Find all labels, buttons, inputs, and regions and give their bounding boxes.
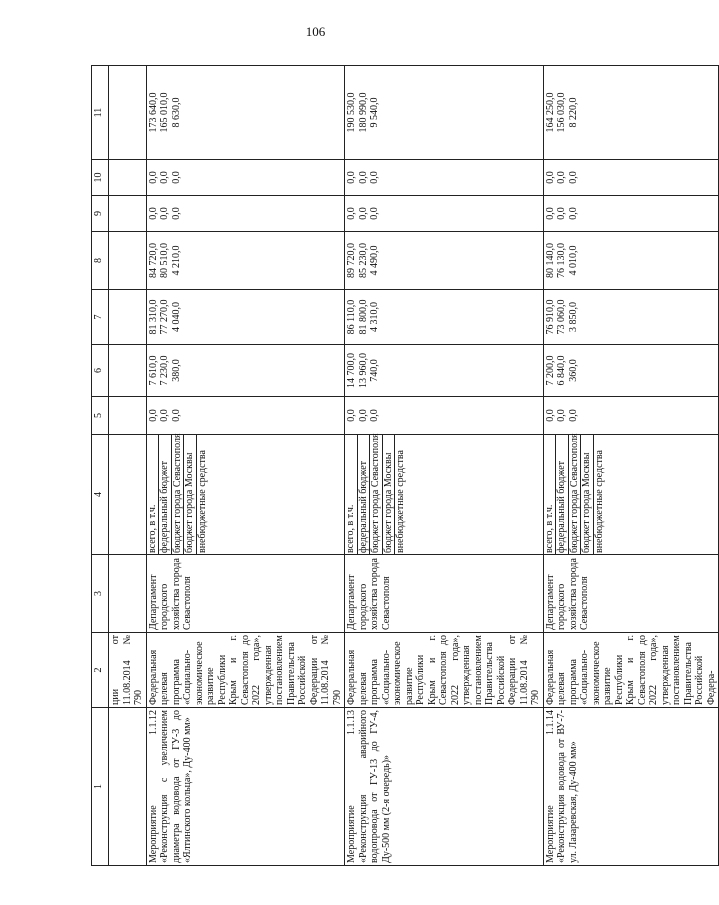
value-cell-c8 bbox=[543, 232, 719, 290]
col-header-4: 4 bbox=[92, 435, 109, 555]
funding-source: бюджет города Севастополя bbox=[568, 433, 580, 553]
col-header-8: 8 bbox=[92, 232, 109, 290]
amount-value: 0,0 bbox=[556, 409, 567, 422]
program-cell: Федеральная целевая программа «Социально-экономическое развитие Республики Крым и г. Севастополя до 2022 года», утвержденная постановлением Правительства Российской Федера- bbox=[543, 633, 719, 708]
amount-value: 4 490,0 bbox=[369, 245, 380, 276]
funding-source: всего, в т.ч. bbox=[544, 435, 557, 554]
amount-value: 14 700,0 bbox=[346, 353, 357, 388]
value-cell-c10 bbox=[146, 160, 345, 196]
executor-cell: Департамент городского хозяйства города Севастополя bbox=[543, 555, 719, 633]
table-row bbox=[146, 66, 345, 866]
amount-value: 81 310,0 bbox=[147, 299, 159, 335]
funding-source: бюджет города Севастополя bbox=[370, 433, 381, 553]
table-body bbox=[146, 66, 719, 866]
sources-cell bbox=[543, 435, 719, 555]
value-cell-c11 bbox=[543, 66, 719, 160]
column-number-row bbox=[92, 66, 109, 866]
amount-value: 77 270,0 bbox=[159, 299, 170, 335]
rotated-table-container bbox=[91, 66, 717, 866]
col-header-6: 6 bbox=[92, 345, 109, 397]
amount-value: 85 230,0 bbox=[357, 243, 369, 278]
value-cell-c7 bbox=[345, 290, 544, 345]
amount-value: 0,0 bbox=[346, 409, 357, 422]
amount-value: 0,0 bbox=[159, 409, 170, 422]
amount-value: 173 640,0 bbox=[147, 92, 159, 133]
amount-value: 6 840,0 bbox=[556, 355, 567, 386]
funding-source: всего, в т.ч. bbox=[345, 435, 358, 554]
amount-value: 0,0 bbox=[159, 207, 170, 220]
amount-value: 4 010,0 bbox=[567, 245, 579, 276]
amount-value: 0,0 bbox=[159, 171, 170, 184]
amount-value: 0,0 bbox=[544, 409, 556, 422]
amount-value: 165 010,0 bbox=[159, 92, 170, 133]
funding-source: бюджет города Москвы bbox=[383, 435, 396, 554]
amount-value: 360,0 bbox=[567, 359, 579, 382]
amount-value: 0,0 bbox=[170, 171, 182, 184]
value-cell-c7 bbox=[543, 290, 719, 345]
amount-value: 4 040,0 bbox=[170, 302, 182, 332]
value-cell-c9 bbox=[543, 196, 719, 232]
amount-value: 0,0 bbox=[369, 171, 380, 184]
amount-value: 86 110,0 bbox=[346, 299, 357, 335]
col-header-2: 2 bbox=[92, 633, 109, 708]
event-cell: Мероприятие 1.1.12 «Реконструкция с увеличением диаметра водовода от ГУ-3 до «Ялтинского кольца», Ду-400 мм» bbox=[146, 708, 345, 866]
amount-value: 7 610,0 bbox=[147, 355, 159, 386]
table-row bbox=[543, 66, 719, 866]
amount-value: 4 210,0 bbox=[170, 245, 182, 276]
executor-cell: Департамент городского хозяйства города Севастополя bbox=[345, 555, 544, 633]
sources-cell bbox=[345, 435, 544, 555]
value-cell-c9 bbox=[146, 196, 345, 232]
col-header-9: 9 bbox=[92, 196, 109, 232]
amount-value: 73 060,0 bbox=[556, 299, 567, 335]
funding-table bbox=[91, 65, 719, 866]
amount-value: 89 720,0 bbox=[346, 243, 357, 278]
funding-source: федеральный бюджет bbox=[556, 435, 569, 554]
table-row bbox=[345, 66, 544, 866]
amount-value: 156 030,0 bbox=[556, 92, 567, 133]
amount-value: 0,0 bbox=[346, 207, 357, 220]
funding-source: внебюджетные средства bbox=[196, 450, 208, 553]
value-cell-c11 bbox=[146, 66, 345, 160]
amount-value: 0,0 bbox=[147, 409, 159, 422]
amount-value: 0,0 bbox=[567, 409, 579, 422]
amount-value: 0,0 bbox=[357, 207, 369, 220]
col-header-10: 10 bbox=[92, 160, 109, 196]
amount-value: 0,0 bbox=[556, 171, 567, 184]
value-cell-c5 bbox=[543, 397, 719, 435]
col-header-3: 3 bbox=[92, 555, 109, 633]
amount-value: 0,0 bbox=[170, 207, 182, 220]
value-cell-c5 bbox=[345, 397, 544, 435]
program-cell: Федеральная целевая программа «Социально-экономическое развитие Республики Крым и г. Севастополя до 2022 года», утвержденная постановлением Правительства Российской Федерации от 11.08.2014 № 790 bbox=[146, 633, 345, 708]
continuation-row bbox=[109, 66, 147, 866]
amount-value: 84 720,0 bbox=[147, 243, 159, 278]
amount-value: 0,0 bbox=[357, 409, 369, 422]
value-cell-c11 bbox=[345, 66, 544, 160]
amount-value: 76 910,0 bbox=[544, 299, 556, 335]
amount-value: 80 510,0 bbox=[159, 243, 170, 278]
amount-value: 80 140,0 bbox=[544, 243, 556, 278]
amount-value: 3 850,0 bbox=[567, 302, 579, 332]
amount-value: 0,0 bbox=[346, 171, 357, 184]
funding-source: бюджет города Москвы bbox=[184, 435, 197, 554]
value-cell-c10 bbox=[543, 160, 719, 196]
funding-source: всего, в т.ч. bbox=[147, 435, 160, 554]
funding-source: бюджет города Севастополя bbox=[171, 433, 183, 553]
value-cell-c7 bbox=[146, 290, 345, 345]
value-cell-c8 bbox=[146, 232, 345, 290]
value-cell-c8 bbox=[345, 232, 544, 290]
event-cell: Мероприятие 1.1.13 «Реконструкция аварийного водопровода от ГУ-13 до ГУ-4, Ду-500 мм (2-я очередь)» bbox=[345, 708, 544, 866]
amount-value: 0,0 bbox=[369, 207, 380, 220]
col-header-1: 1 bbox=[92, 708, 109, 866]
event-cell: Мероприятие 1.1.14 «Реконструкция водовода от ВУ-7-ул. Лазаревская, Ду-400 мм» bbox=[543, 708, 719, 866]
amount-value: 13 960,0 bbox=[357, 353, 369, 388]
funding-source: бюджет города Москвы bbox=[581, 435, 594, 554]
amount-value: 81 800,0 bbox=[357, 299, 369, 335]
amount-value: 76 130,0 bbox=[556, 243, 567, 278]
amount-value: 0,0 bbox=[170, 409, 182, 422]
amount-value: 0,0 bbox=[357, 171, 369, 184]
amount-value: 380,0 bbox=[170, 359, 182, 382]
funding-source: внебюджетные средства bbox=[593, 450, 605, 553]
funding-source: федеральный бюджет bbox=[358, 435, 371, 554]
amount-value: 740,0 bbox=[369, 359, 380, 382]
col-header-7: 7 bbox=[92, 290, 109, 345]
program-continuation: ции от 11.08.2014 № 790 bbox=[109, 633, 147, 708]
amount-value: 0,0 bbox=[556, 207, 567, 220]
amount-value: 0,0 bbox=[147, 171, 159, 184]
amount-value: 4 310,0 bbox=[369, 302, 380, 332]
amount-value: 164 250,0 bbox=[544, 92, 556, 133]
col-header-5: 5 bbox=[92, 397, 109, 435]
amount-value: 0,0 bbox=[147, 207, 159, 220]
amount-value: 9 540,0 bbox=[369, 97, 380, 128]
funding-source: внебюджетные средства bbox=[395, 450, 406, 553]
value-cell-c6 bbox=[345, 345, 544, 397]
value-cell-c6 bbox=[543, 345, 719, 397]
value-cell-c10 bbox=[345, 160, 544, 196]
sources-cell bbox=[146, 435, 345, 555]
program-cell: Федеральная целевая программа «Социально-экономическое развитие Республики Крым и г. Севастополя до 2022 года», утвержденная постановлением Правительства Российской Федерации от 11.08.2014 № 790 bbox=[345, 633, 544, 708]
value-cell-c6 bbox=[146, 345, 345, 397]
amount-value: 0,0 bbox=[567, 171, 579, 184]
value-cell-c5 bbox=[146, 397, 345, 435]
amount-value: 0,0 bbox=[369, 409, 380, 422]
value-cell-c9 bbox=[345, 196, 544, 232]
amount-value: 0,0 bbox=[544, 207, 556, 220]
amount-value: 190 530,0 bbox=[346, 92, 357, 133]
amount-value: 7 230,0 bbox=[159, 355, 170, 386]
amount-value: 0,0 bbox=[544, 171, 556, 184]
page-number: 106 bbox=[305, 24, 326, 39]
col-header-11: 11 bbox=[92, 66, 109, 160]
amount-value: 8 220,0 bbox=[567, 97, 579, 128]
funding-source: федеральный бюджет bbox=[159, 435, 172, 554]
amount-value: 0,0 bbox=[567, 207, 579, 220]
amount-value: 7 200,0 bbox=[544, 355, 556, 386]
amount-value: 8 630,0 bbox=[170, 97, 182, 128]
amount-value: 180 990,0 bbox=[357, 92, 369, 133]
executor-cell: Департамент городского хозяйства города Севастополя bbox=[146, 555, 345, 633]
